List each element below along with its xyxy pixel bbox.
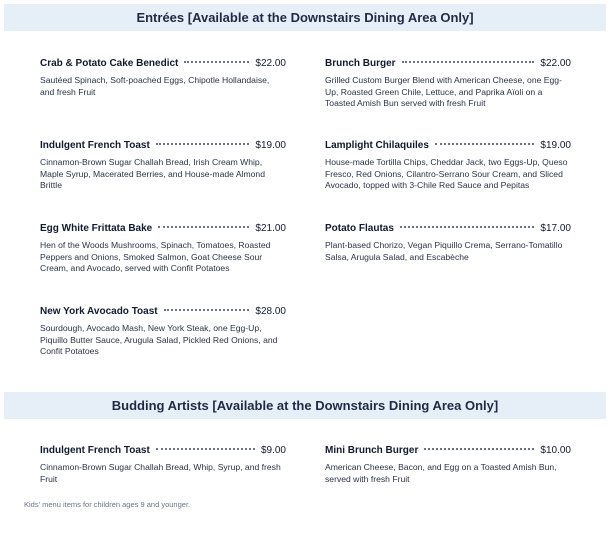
- menu-item-name: Brunch Burger: [325, 58, 396, 69]
- kids-menu-footnote: Kids' menu items for children ages 9 and younger.: [24, 500, 191, 509]
- menu-item-price: $22.00: [540, 58, 571, 69]
- menu-item-price: $19.00: [540, 140, 571, 151]
- menu-item: [325, 138, 571, 192]
- kids-section-title: Budding Artists [Available at the Downstairs Dining Area Only]: [111, 398, 499, 413]
- menu-item: [325, 221, 571, 263]
- dot-leader: [402, 53, 535, 63]
- dot-leader: [164, 301, 250, 311]
- menu-item-price: $22.00: [255, 58, 286, 69]
- menu-item-description: Cinnamon-Brown Sugar Challah Bread, Irish Cream Whip, Maple Syrup, Macerated Berries, and House-made Almond Brittle: [40, 157, 265, 191]
- menu-item-price: $17.00: [540, 223, 571, 234]
- dot-leader: [184, 53, 249, 63]
- menu-item-description: American Cheese, Bacon, and Egg on a Toasted Amish Bun, served with fresh Fruit: [325, 462, 557, 484]
- dot-leader: [158, 218, 249, 228]
- menu-item-name: Crab & Potato Cake Benedict: [40, 58, 179, 69]
- menu-item-price: $28.00: [255, 306, 286, 317]
- menu-item-description: Plant-based Chorizo, Vegan Piquillo Crema, Serrano-Tomatillo Salsa, Arugula Salad, and Escabèche: [325, 240, 563, 262]
- menu-item-name: Potato Flautas: [325, 223, 394, 234]
- menu-item-description: Hen of the Woods Mushrooms, Spinach, Tomatoes, Roasted Peppers and Onions, Smoked Salmon, Goat Cheese Sour Cream, and Avocado, served with Confit Potatoes: [40, 240, 271, 274]
- menu-item: [40, 138, 286, 192]
- menu-item-name: Indulgent French Toast: [40, 445, 150, 456]
- menu-item-description: Cinnamon-Brown Sugar Challah Bread, Whip, Syrup, and fresh Fruit: [40, 462, 281, 484]
- dot-leader: [156, 135, 250, 145]
- dot-leader: [424, 440, 534, 450]
- menu-item-name: Indulgent French Toast: [40, 140, 150, 151]
- menu-item-description: Grilled Custom Burger Blend with American Cheese, one Egg-Up, Roasted Green Chile, Lettuce, and Paprika Aïoli on a Toasted Amish Bun served with fresh Fruit: [325, 75, 562, 109]
- menu-item-price: $21.00: [255, 223, 286, 234]
- menu-item: [40, 221, 286, 275]
- entrees-section-header: [4, 4, 606, 31]
- menu-item-price: $10.00: [540, 445, 571, 456]
- dot-leader: [400, 218, 535, 228]
- menu-item-description: House-made Tortilla Chips, Cheddar Jack, two Eggs-Up, Queso Fresco, Red Onions, Cilantro-Serrano Sour Cream, and Sliced Avocado, topped with 3-Chile Red Sauce and Pepitas: [325, 157, 568, 191]
- menu-item-name: New York Avocado Toast: [40, 306, 158, 317]
- dot-leader: [435, 135, 535, 145]
- menu-item: [40, 304, 286, 358]
- menu-item: [40, 443, 286, 485]
- menu-item: [325, 56, 571, 110]
- entrees-section-title: Entrées [Available at the Downstairs Dining Area Only]: [136, 10, 474, 25]
- menu-item-description: Sourdough, Avocado Mash, New York Steak, one Egg-Up, Piquillo Butter Sauce, Arugula Salad, Pickled Red Onions, and Confit Potatoes: [40, 323, 278, 357]
- kids-section-header: [4, 392, 606, 419]
- menu-item: [325, 443, 571, 485]
- menu-item-description: Sautéed Spinach, Soft-poached Eggs, Chipotle Hollandaise, and fresh Fruit: [40, 75, 270, 97]
- menu-item-price: $19.00: [255, 140, 286, 151]
- menu-item-price: $9.00: [260, 445, 286, 456]
- dot-leader: [156, 440, 255, 450]
- menu-item-name: Egg White Frittata Bake: [40, 223, 153, 234]
- menu-item-name: Mini Brunch Burger: [325, 445, 419, 456]
- menu-item: [40, 56, 286, 98]
- menu-item-name: Lamplight Chilaquiles: [325, 140, 429, 151]
